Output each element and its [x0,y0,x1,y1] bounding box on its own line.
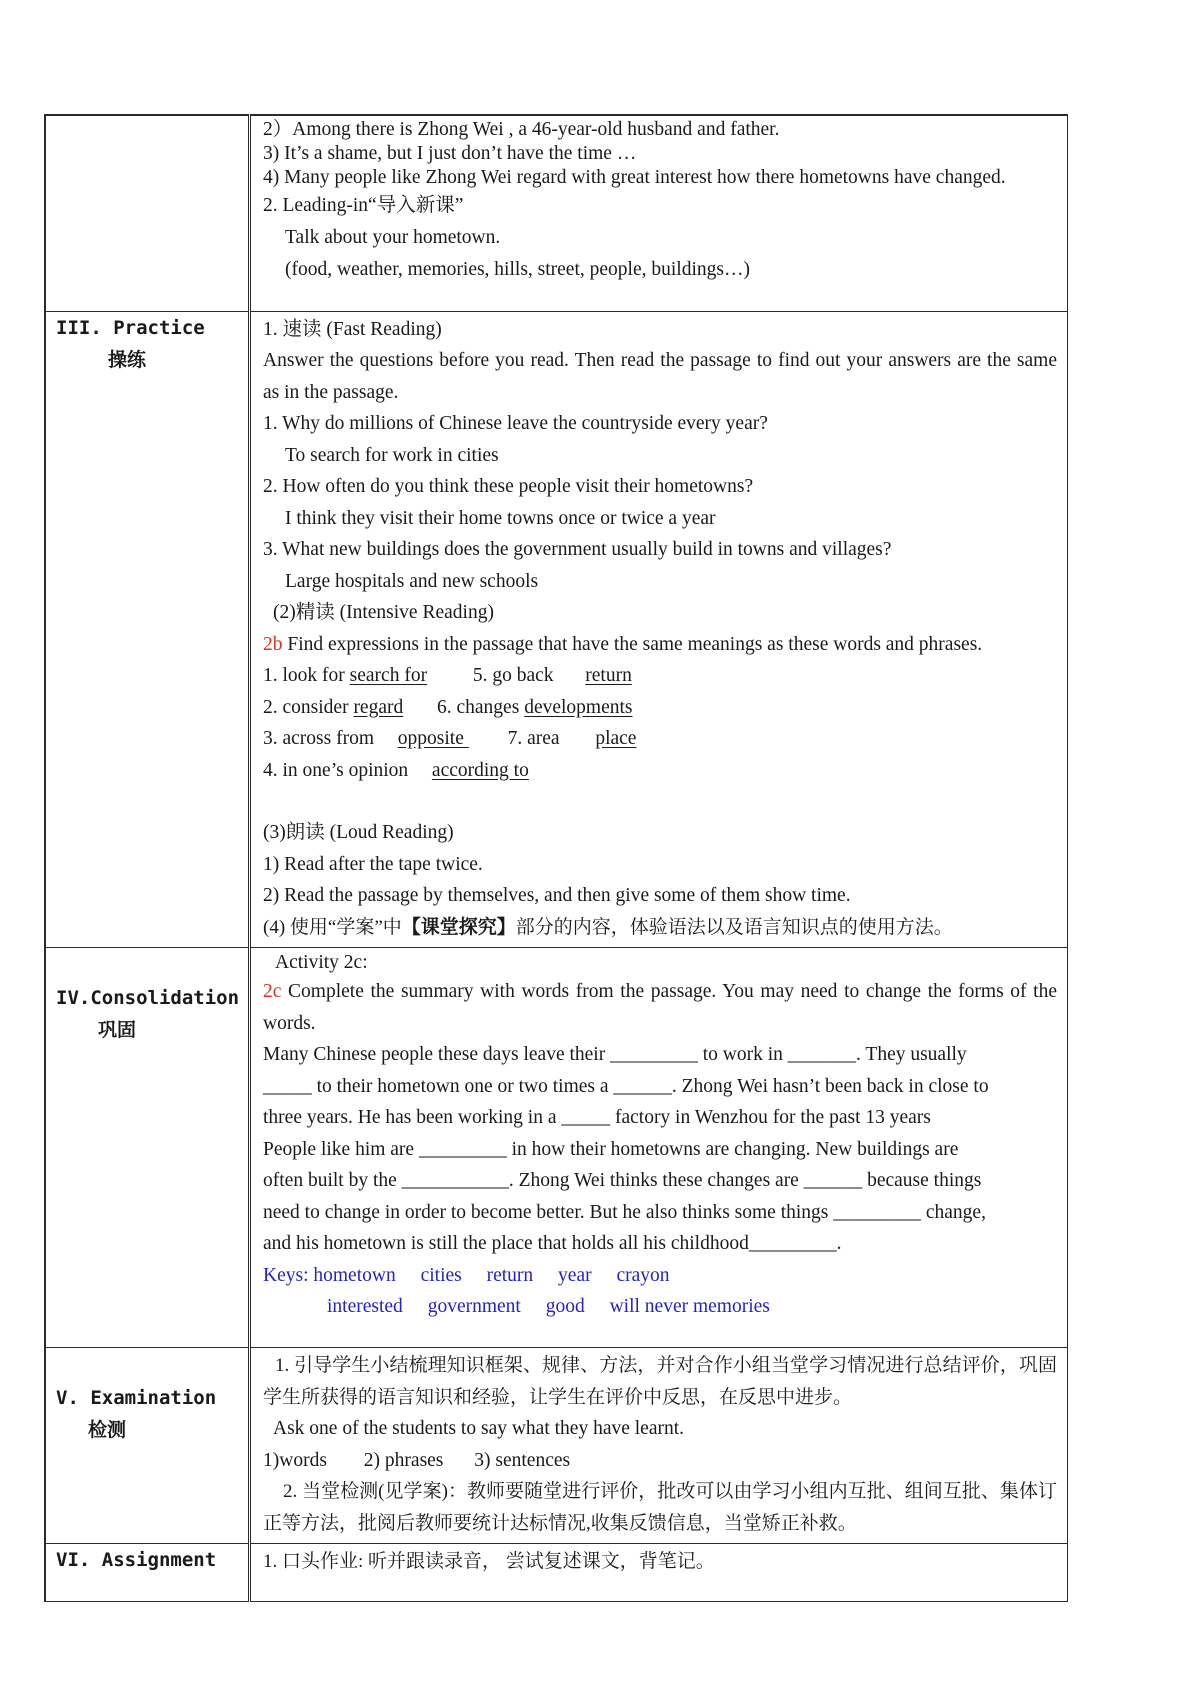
item-sentences: 3) sentences [474,1449,571,1471]
summary-line-4: People like him are _________ in how their hometowns are changing. New buildings are [263,1138,959,1160]
examination-paragraph-2: 2. 当堂检测(见学案)：教师要随堂进行评价，批改可以由学习小组内互批、组间互批、集体订正等方法，批阅后教师要统计达标情况,收集反馈信息，当堂矫正补救。 [263,1481,1057,1534]
task-2b-text: Find expressions in the passage that have the same meanings as these words and phrases. [282,633,983,655]
key-hometown: hometown [313,1264,396,1286]
pair-2-left-answer: regard [353,696,404,718]
assignment-row [45,1544,1068,1602]
examination-content-cell [250,1348,1068,1544]
answer-2: I think they visit their home towns once or twice a year [285,507,716,529]
pair-3-left-answer: opposite [397,728,469,749]
summary-line-1: Many Chinese people these days leave their _________ to work in _______. They usually [263,1044,967,1065]
intro-line-6: (food, weather, memories, hills, street, people, buildings…) [285,259,750,280]
intro-label-cell [45,115,250,311]
fast-reading-instruction: Answer the questions before you read. Then read the passage to find out your answers are the same as in the passage. [263,350,1057,403]
intro-line-4: 2. Leading-in“导入新课” [263,195,464,216]
question-3: 3. What new buildings does the government usually build in towns and villages? [263,539,892,560]
loud-item-1: 1) Read after the tape twice. [263,853,483,875]
summary-line-6: need to change in order to become better. But he also thinks some things _________ change, [263,1201,986,1223]
examination-ask: Ask one of the students to say what they have learnt. [273,1418,685,1439]
examination-row [45,1348,1068,1544]
intro-line-2: 3) It’s a shame, but I just don’t have the time … [263,143,637,164]
assignment-text: 1. 口头作业: 听并跟读录音， 尝试复述课文，背笔记。 [263,1551,715,1572]
fast-reading-heading: 1. 速读 (Fast Reading) [263,318,442,340]
intro-content-cell [250,115,1068,311]
consolidation-content-cell [250,948,1068,1348]
pair-row-3 [263,723,1057,755]
pair-row-4 [263,755,1057,787]
task-2b-line [263,629,1057,661]
key-interested: interested [327,1296,403,1317]
key-crayon: crayon [616,1264,670,1286]
intro-line-5: Talk about your hometown. [285,227,501,248]
item-words: 1)words [263,1449,327,1471]
pair-3-left: 3. across from [263,728,375,749]
key-year: year [558,1264,592,1286]
pair-row-2 [263,692,1057,724]
consolidation-label-en: IV.Consolidation [56,987,240,1009]
lesson-plan-table [44,114,1068,1602]
pair-1-right: 5. go back [472,665,554,686]
pair-2-right: 6. changes [437,696,520,718]
intro-row [45,115,1068,311]
pair-1-left-answer: search for [349,665,428,686]
assignment-label-en: VI. Assignment [56,1549,217,1571]
practice-label-en: III. Practice [56,316,205,339]
key-good: good [545,1296,585,1317]
study-note-prefix: (4) 使用“学案”中 [263,916,402,938]
consolidation-label-zh: 巩固 [98,1019,137,1041]
assignment-content-cell [250,1544,1068,1602]
assignment-label-cell [45,1544,250,1602]
summary-line-2: _____ to their hometown one or two times a ______. Zhong Wei hasn’t been back in close to [263,1075,989,1097]
practice-label-cell [45,311,250,948]
key-return: return [486,1264,534,1286]
task-2c-tag: 2c [263,981,282,1002]
task-2c-text: Complete the summary with words from the passage. You may need to change the forms of the words. [263,981,1057,1034]
keys-row-1 [263,1260,1057,1292]
intro-line-3: 4) Many people like Zhong Wei regard with great interest how there hometowns have changed. [263,167,1006,188]
practice-content-cell [250,311,1068,948]
pair-row-1 [263,660,1057,692]
study-note-suffix: 部分的内容，体验语法以及语言知识点的使用方法。 [515,916,953,938]
practice-label-zh: 操练 [108,348,147,371]
pair-4-left: 4. in one’s opinion [263,759,409,781]
activity-heading: Activity 2c: [275,952,368,973]
intensive-reading-heading: (2)精读 (Intensive Reading) [273,602,494,623]
pair-1-left: 1. look for [263,665,345,686]
pair-2-left: 2. consider [263,696,349,718]
examination-label-cell [45,1348,250,1544]
study-note [263,912,1057,944]
examination-items [263,1445,1057,1477]
consolidation-label-cell [45,948,250,1348]
keys-label: Keys: [263,1264,309,1286]
pair-4-left-answer: according to [431,759,529,781]
pair-3-right: 7. area [507,728,560,749]
examination-paragraph-1: 1. 引导学生小结梳理知识框架、规律、方法，并对合作小组当堂学习情况进行总结评价，巩固学生所获得的语言知识和经验，让学生在评价中反思，在反思中进步。 [263,1355,1057,1408]
task-2b-tag: 2b [263,633,283,655]
summary-line-3: three years. He has been working in a _____ factory in Wenzhou for the past 13 years [263,1107,931,1128]
task-2c-line [263,976,1057,1039]
key-government: government [427,1296,521,1317]
consolidation-row [45,948,1068,1348]
question-2: 2. How often do you think these people visit their hometowns? [263,476,754,497]
examination-label-en: V. Examination [56,1387,217,1409]
intro-line-1: 2）Among there is Zhong Wei , a 46-year-old husband and father. [263,119,780,140]
pair-3-right-answer: place [595,728,637,749]
examination-label-zh: 检测 [88,1419,127,1441]
answer-3: Large hospitals and new schools [285,570,539,592]
item-phrases: 2) phrases [363,1449,444,1471]
pair-2-right-answer: developments [524,696,633,718]
key-will-never-memories: will never memories [609,1296,770,1317]
blank-line [263,786,1057,817]
summary-line-5: often built by the ___________. Zhong Wei thinks these changes are ______ because things [263,1170,982,1191]
study-note-bold: 【课堂探究】 [401,916,516,938]
key-cities: cities [420,1264,462,1286]
loud-reading-heading: (3)朗读 (Loud Reading) [263,822,454,843]
loud-item-2: 2) Read the passage by themselves, and then give some of them show time. [263,885,851,906]
question-1: 1. Why do millions of Chinese leave the countryside every year? [263,413,768,434]
practice-row [45,311,1068,948]
pair-1-right-answer: return [585,665,632,686]
answer-1: To search for work in cities [285,444,499,466]
summary-line-7: and his hometown is still the place that holds all his childhood_________. [263,1233,842,1254]
keys-row-2 [263,1291,1057,1323]
